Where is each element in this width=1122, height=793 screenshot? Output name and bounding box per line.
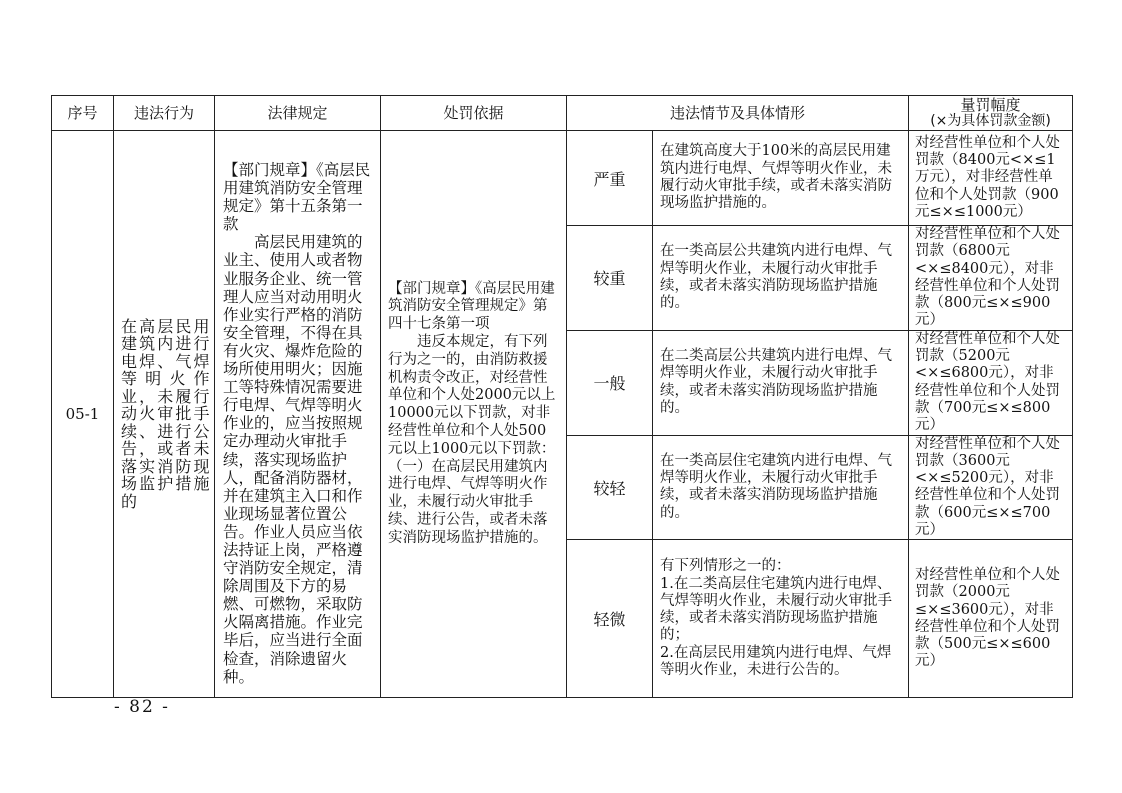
desc-cell: 在二类高层公共建筑内进行电焊、气焊等明火作业，未履行动火审批手续，或者未落实消防现场监护措施的。 <box>653 330 909 435</box>
law-body: 高层民用建筑的业主、使用人或者物业服务企业、统一管理人应当对动用明火作业实行严格的消防安全管理，不得在具有火灾、爆炸危险的场所使用明火；因施工等特殊情况需要进行电焊、气焊等明火作业的，应当按照规定办理动火审批手续，落实现场监护人，配备消防器材，并在建筑主入口和作业现场显著位置公告。作业人员应当依法持证上岗，严格遵守消防安全规定，清除周围及下方的易燃、可燃物，采取防火隔离措施。作业完毕后，应当进行全面检查，消除遗留火种。 <box>223 233 363 686</box>
level-cell: 严重 <box>567 131 653 226</box>
table-row <box>52 131 1073 226</box>
amount-cell: 对经营性单位和个人处罚款（3600元<×≤5200元），对非经营性单位和个人处罚款（600元≤×≤700元） <box>909 435 1073 540</box>
behavior-cell: 在高层民用建筑内进行电焊、气焊等明火作业，未履行动火审批手续、进行公告，或者未落实消防现场监护措施的 <box>114 131 215 698</box>
header-law: 法律规定 <box>215 96 381 131</box>
header-range-title: 量罚幅度 <box>960 96 1021 114</box>
level-cell: 一般 <box>567 330 653 435</box>
amount-cell: 对经营性单位和个人处罚款（8400元<×≤1万元），对非经营性单位和个人处罚款（900元≤×≤1000元） <box>909 131 1073 226</box>
seq-cell: 05-1 <box>52 131 114 698</box>
basis-prefix: 【部门规章】《高层民用建筑消防安全管理规定》第四十七条第一项 <box>388 280 555 333</box>
header-range-note: (×为具体罚款金额) <box>930 113 1051 129</box>
amount-cell: 对经营性单位和个人处罚款（2000元≤×≤3600元），对非经营性单位和个人处罚款（500元≤×≤600元） <box>909 540 1073 698</box>
header-range <box>909 96 1073 131</box>
header-circumstance: 违法情节及具体情形 <box>567 96 909 131</box>
desc-item-2: 2.在高层民用建筑内进行电焊、气焊等明火作业，未进行公告的。 <box>660 644 892 679</box>
basis-body: 违反本规定，有下列行为之一的，由消防救援机构责令改正，对经营性单位和个人处2000元以上10000元以下罚款，对非经营性单位和个人处500元以上1000元以下罚款：（一）在高层民用建筑内进行电焊、气焊等明火作业，未履行动火审批手续、进行公告，或者未落实消防现场监护措施的。 <box>388 334 556 546</box>
header-seq: 序号 <box>52 96 114 131</box>
penalty-table <box>51 95 1073 698</box>
desc-cell: 在建筑高度大于100米的高层民用建筑内进行电焊、气焊等明火作业，未履行动火审批手续，或者未落实消防现场监护措施的。 <box>653 131 909 226</box>
law-cell <box>215 131 381 698</box>
desc-cell: 在一类高层住宅建筑内进行电焊、气焊等明火作业，未履行动火审批手续，或者未落实消防现场监护措施的。 <box>653 435 909 540</box>
level-cell: 较重 <box>567 226 653 331</box>
amount-cell: 对经营性单位和个人处罚款（5200元<×≤6800元），对非经营性单位和个人处罚款（700元≤×≤800元） <box>909 330 1073 435</box>
page-number: - 82 - <box>114 697 170 717</box>
header-row <box>52 96 1073 131</box>
desc-cell <box>653 540 909 698</box>
level-cell: 较轻 <box>567 435 653 540</box>
desc-cell: 在一类高层公共建筑内进行电焊、气焊等明火作业，未履行动火审批手续，或者未落实消防现场监护措施的。 <box>653 226 909 331</box>
basis-cell <box>381 131 567 698</box>
desc-intro: 有下列情形之一的： <box>660 558 791 575</box>
header-behavior: 违法行为 <box>114 96 215 131</box>
level-cell: 轻微 <box>567 540 653 698</box>
amount-cell: 对经营性单位和个人处罚款（6800元<×≤8400元），对非经营性单位和个人处罚款（800元≤×≤900元） <box>909 226 1073 331</box>
desc-item-1: 1.在二类高层住宅建筑内进行电焊、气焊等明火作业，未履行动火审批手续，或者未落实消防现场监护措施的； <box>660 575 892 644</box>
header-basis: 处罚依据 <box>381 96 567 131</box>
law-prefix: 【部门规章】《高层民用建筑消防安全管理规定》第十五条第一款 <box>223 161 371 234</box>
